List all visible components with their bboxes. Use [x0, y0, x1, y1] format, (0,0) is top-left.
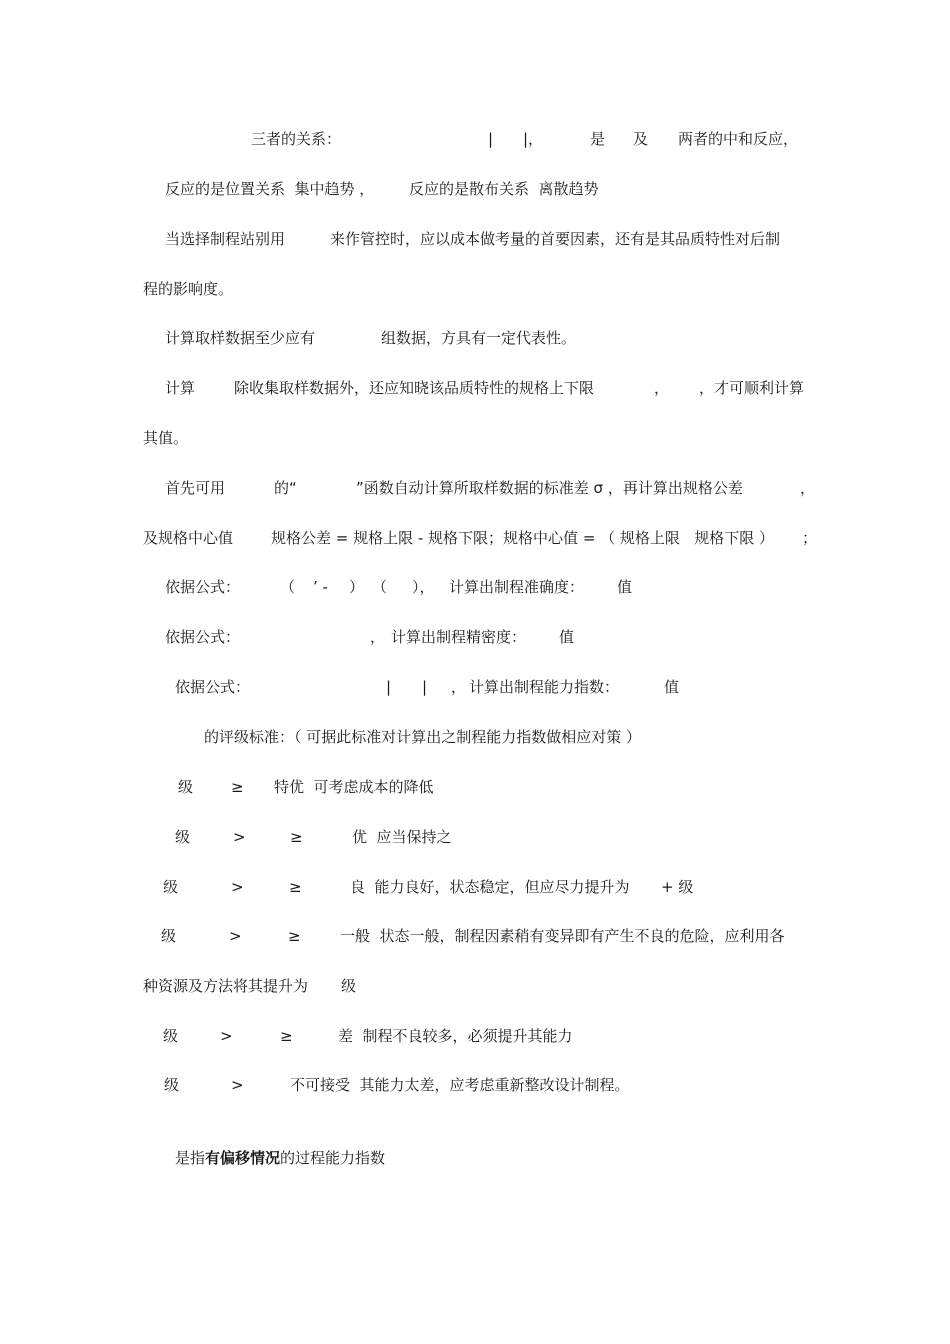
- grade-level: 级: [161, 927, 177, 945]
- cp-comma: ，: [370, 628, 386, 646]
- cp-value: 值: [559, 628, 575, 646]
- compute-part-1: 计算: [165, 379, 196, 397]
- sample-part-2: 组数据，方具有一定代表性。: [381, 329, 577, 347]
- grade-op: >: [231, 1076, 244, 1094]
- first-part-1: 首先可用: [165, 479, 226, 497]
- final-line: [175, 1148, 385, 1168]
- cpk-tail: 计算出制程能力指数：: [469, 678, 620, 696]
- grade-op: ≥: [231, 778, 244, 796]
- grade-desc: 优 应当保持之: [352, 828, 452, 846]
- compute-line-2: 其值。: [143, 429, 189, 447]
- cpk-bar-2: |: [422, 678, 428, 696]
- reflect-part-2: 反应的是散布关系 离散趋势: [409, 180, 599, 198]
- grade-desc: 特优 可考虑成本的降低: [274, 778, 434, 796]
- cpk-label: 依据公式：: [175, 678, 251, 696]
- ca-f5: ），: [412, 578, 435, 596]
- grade-op: ≥: [290, 828, 303, 846]
- grade-level: 级: [164, 1076, 180, 1094]
- grade-op: ≥: [288, 927, 301, 945]
- cp-label: 依据公式：: [165, 628, 241, 646]
- first-semicolon: ；: [802, 529, 818, 547]
- grade-desc: 不可接受 其能力太差，应考虑重新整改设计制程。: [290, 1076, 630, 1094]
- grade-op: >: [220, 1027, 233, 1045]
- ca-label: 依据公式：: [165, 578, 241, 596]
- final-pre: 是指: [175, 1149, 206, 1167]
- choose-line-2: 程的影响度。: [143, 280, 234, 298]
- relation-bar-1: |: [488, 130, 494, 148]
- compute-comma: ，: [654, 379, 670, 397]
- cpk-comma: ，: [451, 678, 467, 696]
- grade-desc: 差 制程不良较多，必须提升其能力: [338, 1027, 573, 1045]
- ca-f1: （: [280, 578, 296, 596]
- relation-label: 三者的关系：: [251, 130, 342, 148]
- grade-level: 级: [178, 778, 194, 796]
- ca-f4: （: [372, 578, 388, 596]
- ca-tail: 计算出制程准确度：: [449, 578, 585, 596]
- cp-tail: 计算出制程精密度：: [391, 628, 527, 646]
- grade-op: ≥: [280, 1027, 293, 1045]
- cpk-value: 值: [664, 678, 680, 696]
- relation-rest: 两者的中和反应，: [678, 130, 799, 148]
- cpk-bar-1: |: [386, 678, 392, 696]
- first-line-2a: 及规格中心值: [143, 529, 234, 547]
- grade-level: 级: [163, 1027, 179, 1045]
- grade-tail: + 级: [661, 878, 694, 896]
- relation-is: 是: [590, 130, 606, 148]
- compute-part-3: ，才可顺利计算: [699, 379, 805, 397]
- grade-level: 级: [175, 828, 191, 846]
- grade-desc-line-2: 种资源及方法将其提升为: [143, 977, 309, 995]
- choose-part-2: 来作管控时，应以成本做考量的首要因素，还有是其品质特性对后制: [330, 230, 781, 248]
- grading-title: 的评级标准：（ 可据此标准对计算出之制程能力指数做相应对策 ）: [204, 728, 642, 746]
- first-comma: ，: [800, 479, 816, 497]
- compute-part-2: 除收集取样数据外，还应知晓该品质特性的规格上下限: [234, 379, 595, 397]
- grade-op: >: [233, 828, 246, 846]
- grade-desc-line-2-tail: 级: [341, 977, 357, 995]
- ca-value: 值: [617, 578, 633, 596]
- grade-desc: 良 能力良好，状态稳定，但应尽力提升为: [350, 878, 630, 896]
- sample-part-1: 计算取样数据至少应有: [165, 329, 316, 347]
- relation-and: 及: [633, 130, 649, 148]
- relation-bar-2: |，: [523, 130, 544, 148]
- first-part-3: ”函数自动计算所取样数据的标准差 σ ，再计算出规格公差: [356, 479, 743, 497]
- first-line-2b: 规格公差 = 规格上限 - 规格下限；规格中心值 = （ 规格上限 规格下限 ）: [271, 529, 775, 547]
- ca-f3: ）: [349, 578, 365, 596]
- final-post: 的过程能力指数: [280, 1149, 386, 1167]
- first-part-2: 的“: [274, 479, 297, 497]
- grade-op: ≥: [289, 878, 302, 896]
- grade-op: >: [229, 927, 242, 945]
- grade-level: 级: [163, 878, 179, 896]
- final-bold: 有偏移情况: [205, 1149, 281, 1167]
- reflect-part-1: 反应的是位置关系 集中趋势 ，: [165, 180, 375, 198]
- choose-part-1: 当选择制程站别用: [165, 230, 286, 248]
- grade-op: >: [231, 878, 244, 896]
- ca-f2: ’ -: [313, 578, 328, 596]
- grade-desc: 一般 状态一般，制程因素稍有变异即有产生不良的危险，应利用各: [340, 927, 785, 945]
